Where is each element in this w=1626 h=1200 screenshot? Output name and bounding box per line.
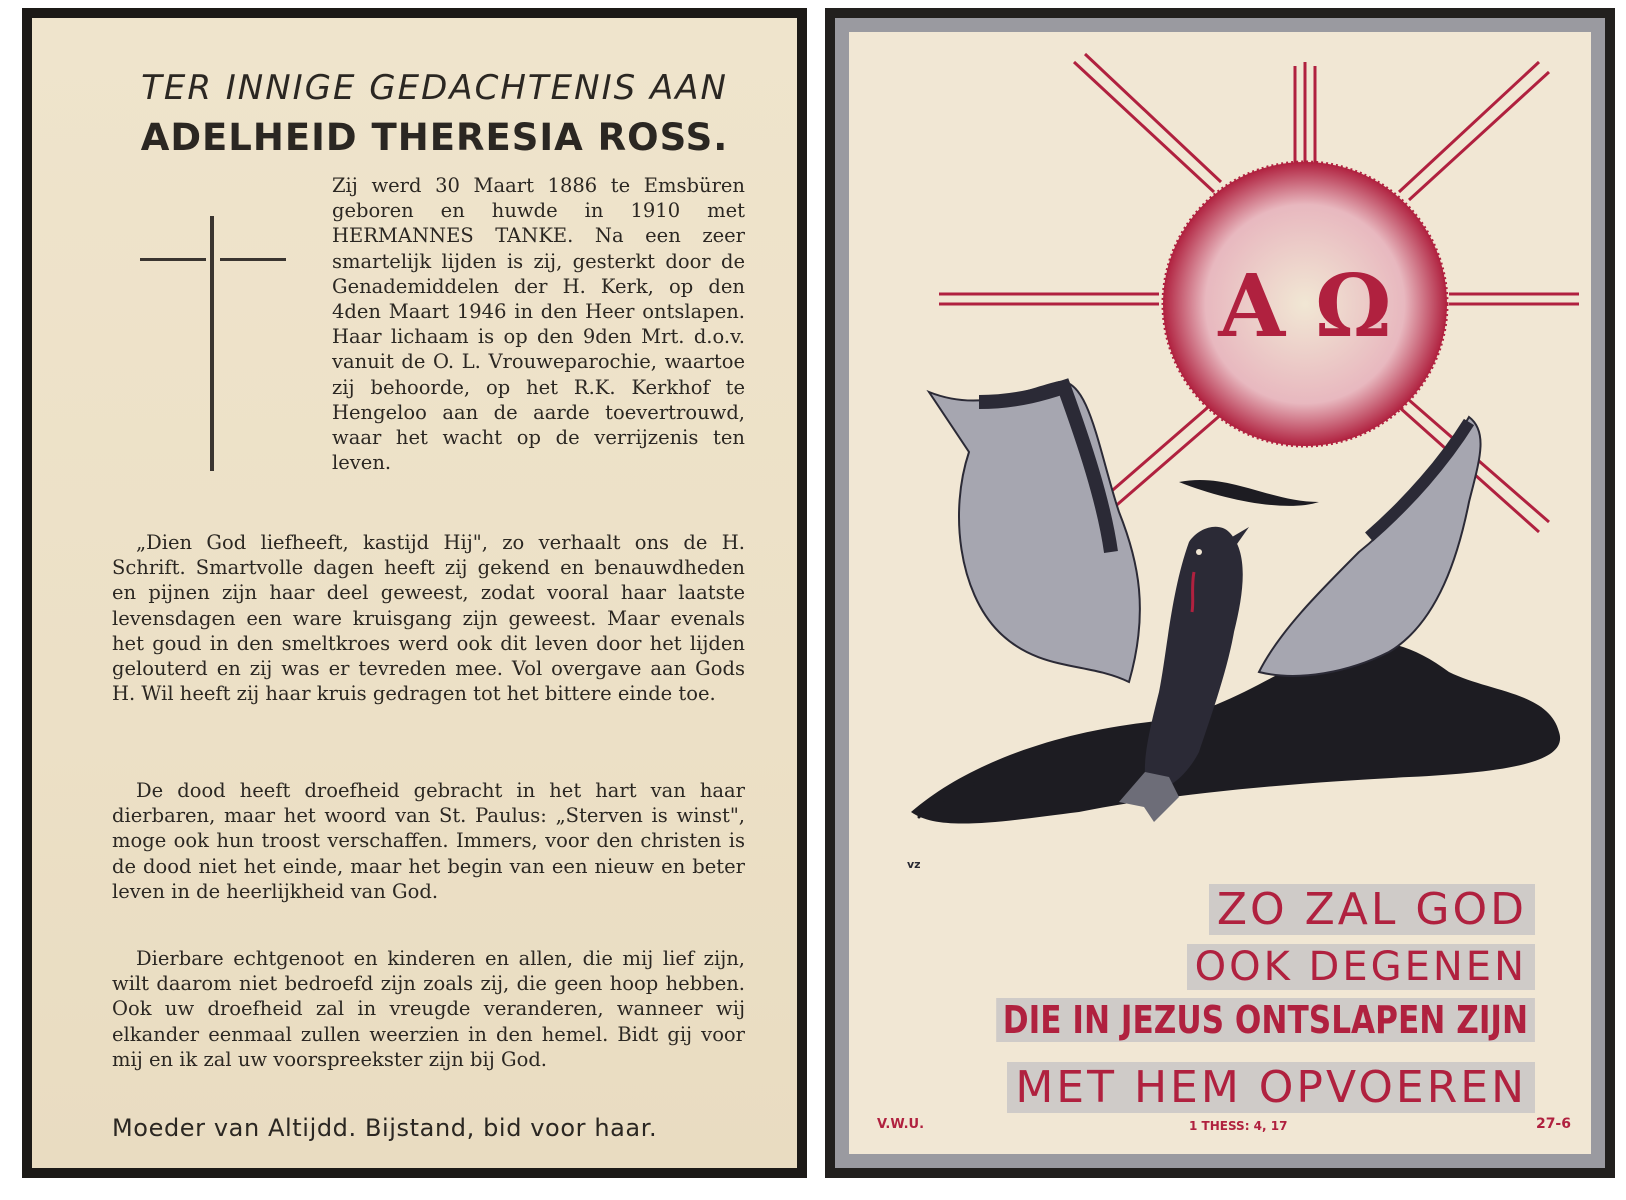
- card-heading: TER INNIGE GEDACHTENIS AAN: [141, 68, 728, 108]
- artist-initials: vz: [907, 858, 921, 871]
- cross-icon: [140, 216, 290, 476]
- bio-intro: Zij werd 30 Maart 1886 te Emsbüren geboren en huwde in 1910 met: [332, 174, 745, 223]
- card-number: 27-6: [1535, 1116, 1571, 1132]
- deceased-name: ADELHEID THERESIA ROSS.: [140, 116, 729, 159]
- biography: [332, 173, 745, 475]
- paragraph-consolation: De dood heeft droefheid gebracht in het hart van haar dierbaren, maar het woord van St. Paulus: „Sterven is winst", moge ook hun troost verschaffen. Immers, voor den christen is de dood niet het einde, maar het begin van een nieuw en beter leven in de heerlijkheid van God.: [112, 779, 745, 903]
- verse-line-1: ZO ZAL GOD: [1209, 884, 1535, 935]
- spouse-name: HERMANNES TANKE.: [332, 224, 574, 248]
- memorial-card-text-side: [22, 8, 807, 1178]
- verse-line-3: DIE IN JEZUS ONTSLAPEN ZIJN: [997, 998, 1535, 1042]
- scripture-reference: 1 THESS: 4, 17: [1189, 1119, 1288, 1133]
- bio-rest: Na een zeer smartelijk lijden is zij, gesterkt door de Genademiddelen der H. Kerk, op den 4den Maart 1946 in den Heer ontslapen. Haar lichaam is op den 9den Mrt. d.o.v. vanuit de O. L. Vrouweparochie, waartoe zij behoorde, op het R.K. Kerkhof te Hengeloo aan de aarde toevertrouwd, waar het wacht op de verrijzenis ten leven.: [332, 224, 745, 475]
- closing-prayer: Moeder van Altijdd. Bijstand, bid voor haar.: [112, 1114, 658, 1142]
- paragraph-farewell: Dierbare echtgenoot en kinderen en allen, die mij lief zijn, wilt daarom niet bedroefd zijn zoals zij, die geen hoop hebben. Ook uw droefheid zal in vreugde veranderen, wanneer wij elkander eenmaal zullen weerzien in den hemel. Bidt gij voor mij en ik zal uw voorspreekster zijn bij God.: [112, 947, 745, 1071]
- memorial-card-image-side: [825, 8, 1615, 1178]
- publisher-mark: V.W.U.: [877, 1117, 925, 1132]
- card-paper: [849, 32, 1591, 1154]
- ground-shadow: [911, 642, 1560, 824]
- paragraph-scripture: „Dien God liefheeft, kastijd Hij", zo verhaalt ons de H. Schrift. Smartvolle dagen heeft zij gekend en benauwdheden en pijnen zijn haar deel geweest, zodat vooral haar laatste levensdagen een ware kruisgang zijn geweest. Maar evenals het goud in den smeltkroes werd ook dit leven door het lijden gelouterd en zij was er tevreden mee. Vol overgave aan Gods H. Wil heeft zij haar kruis gedragen tot het bittere einde toe.: [112, 531, 745, 706]
- verse-line-4: MET HEM OPVOEREN: [1007, 1062, 1535, 1113]
- alpha-omega-symbol: A Ω: [1218, 256, 1392, 357]
- verse-line-2: OOK DEGENEN: [1187, 944, 1535, 990]
